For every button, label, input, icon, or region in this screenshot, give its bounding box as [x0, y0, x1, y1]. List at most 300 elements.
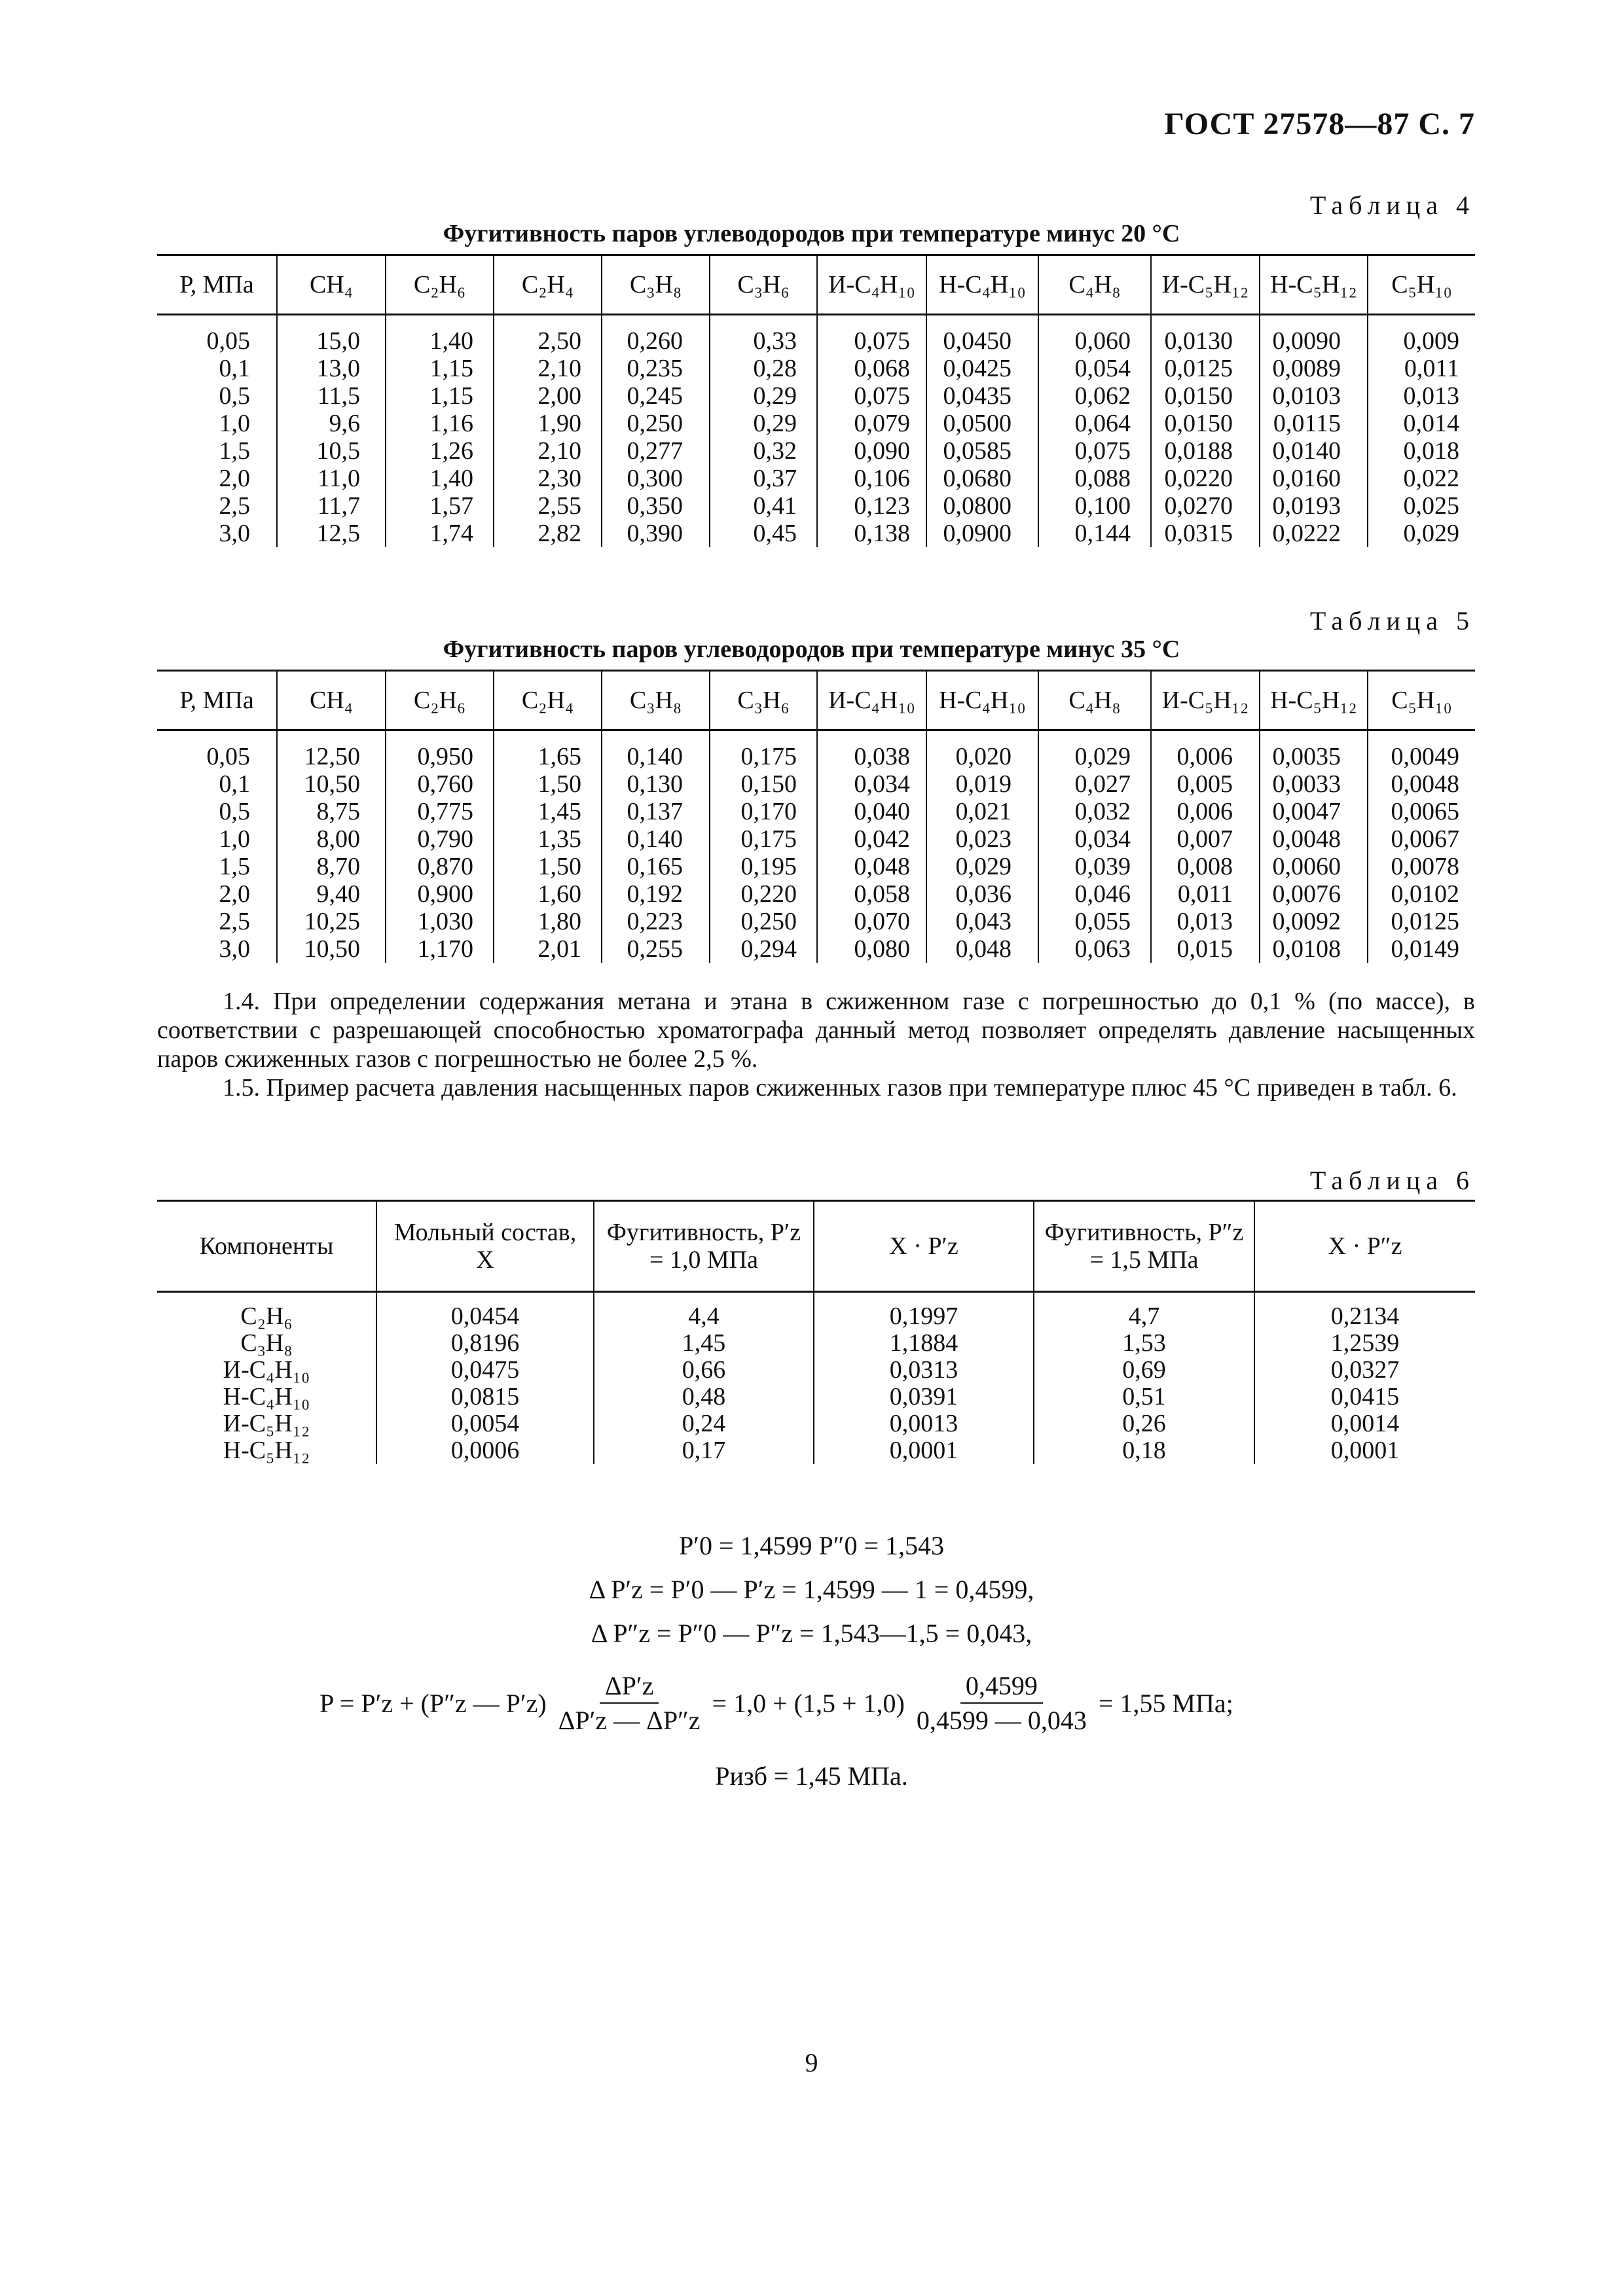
table-cell: 0,235 — [602, 355, 710, 382]
fraction-delta-denominator: ΔP′z — ΔP″z — [558, 1706, 701, 1735]
table-cell: 0,020 — [926, 730, 1038, 771]
table-cell: 0,075 — [1038, 437, 1151, 465]
table-cell: 1,74 — [386, 520, 494, 547]
table-cell: 0,032 — [1038, 798, 1151, 825]
table6-header-cell: X · P′z — [814, 1201, 1034, 1292]
table-cell: 1,0 — [219, 410, 250, 437]
table-cell: 10,25 — [277, 908, 386, 935]
table-cell: 11,0 — [277, 465, 386, 492]
table-cell: 0,0054 — [376, 1410, 594, 1437]
fraction-values-numerator: 0,4599 — [960, 1670, 1043, 1704]
table-cell: 0,0014 — [1254, 1410, 1475, 1437]
table4-header-cell: Р, МПа — [157, 255, 277, 315]
table-cell: 8,00 — [277, 825, 386, 853]
table-cell: 13,0 — [277, 355, 386, 382]
table4-title: Фугитивность паров углеводородов при температуре минус 20 °С — [443, 220, 1180, 247]
table-cell: 0,0001 — [814, 1437, 1034, 1464]
table-cell: 0,69 — [1034, 1357, 1254, 1384]
table-row — [157, 825, 1475, 853]
table-cell: 2,5 — [219, 492, 250, 520]
table-cell: 0,26 — [1034, 1410, 1254, 1437]
table-cell: 12,5 — [277, 520, 386, 547]
table-cell: 0,0327 — [1254, 1357, 1475, 1384]
table-cell: 0,106 — [817, 465, 926, 492]
table-cell: 0,45 — [710, 520, 817, 547]
table6-header-row — [157, 1201, 1475, 1292]
table-cell: 0,48 — [594, 1384, 814, 1410]
table-row — [157, 935, 1475, 963]
table-cell: 0,0090 — [1260, 315, 1368, 355]
table5-header-cell: И-C₅H₁₂ — [1151, 671, 1260, 730]
table-cell: 2,0 — [219, 880, 250, 908]
table5 — [157, 670, 1475, 963]
table-cell: 0,0103 — [1260, 382, 1368, 410]
table4-header-cell: Н-C₄H₁₀ — [926, 255, 1038, 315]
table-cell: 2,5 — [219, 908, 250, 935]
table-cell: 3,0 — [219, 935, 250, 963]
table-cell: 0,0454 — [376, 1292, 594, 1331]
table-cell: 8,75 — [277, 798, 386, 825]
table-cell: 0,0313 — [814, 1357, 1034, 1384]
table-cell: 0,123 — [817, 492, 926, 520]
table-cell: 0,223 — [602, 908, 710, 935]
table-cell: 1,1884 — [814, 1330, 1034, 1357]
table-cell: 0,062 — [1038, 382, 1151, 410]
table-cell: 0,760 — [386, 770, 494, 798]
table-cell: 9,6 — [277, 410, 386, 437]
table-cell: 0,33 — [710, 315, 817, 355]
table-row — [157, 410, 1475, 437]
table-cell: 0,029 — [926, 853, 1038, 880]
table-cell: 0,140 — [602, 825, 710, 853]
table6 — [157, 1200, 1475, 1464]
table-cell: 11,5 — [277, 382, 386, 410]
table-cell: 2,82 — [494, 520, 602, 547]
table-cell: 2,0 — [219, 465, 250, 492]
table-row — [157, 382, 1475, 410]
table-cell: 0,013 — [1151, 908, 1260, 935]
table-cell: 0,0188 — [1151, 437, 1260, 465]
formula-middle: = 1,0 + (1,5 + 1,0) — [712, 1688, 905, 1718]
table-cell: 4,4 — [594, 1292, 814, 1331]
table-cell: 10,50 — [277, 935, 386, 963]
table-cell: 0,064 — [1038, 410, 1151, 437]
table-cell: 0,0001 — [1254, 1437, 1475, 1464]
table4-header-cell: C₄H₈ — [1038, 255, 1151, 315]
table-cell: 1,50 — [494, 853, 602, 880]
table5-header-cell: C₃H₆ — [710, 671, 817, 730]
table6-header-cell: Мольный состав, X — [376, 1201, 594, 1292]
table-cell: 0,775 — [386, 798, 494, 825]
table-cell: 1,60 — [494, 880, 602, 908]
table-cell: 0,0475 — [376, 1357, 594, 1384]
table5-label: Таблица 5 — [1309, 606, 1475, 636]
table-cell: C₂H₆ — [240, 1302, 293, 1330]
table-row — [157, 1437, 1475, 1464]
table-cell: 0,41 — [710, 492, 817, 520]
table-cell: 0,023 — [926, 825, 1038, 853]
table-cell: 0,075 — [817, 315, 926, 355]
table-cell: 0,0220 — [1151, 465, 1260, 492]
formula-initial-pressures: P′0 = 1,4599 P″0 = 1,543 — [678, 1531, 945, 1560]
table-cell: 0,0060 — [1260, 853, 1368, 880]
table-cell: 0,0006 — [376, 1437, 594, 1464]
fraction-values — [911, 1670, 1092, 1736]
table-cell: 0,027 — [1038, 770, 1151, 798]
table-cell: 0,013 — [1368, 382, 1475, 410]
table-cell: 0,175 — [710, 730, 817, 771]
table-cell: 0,0035 — [1260, 730, 1368, 771]
formula-pressure-interpolation — [319, 1670, 1233, 1736]
table-cell: 0,034 — [817, 770, 926, 798]
table-cell: 0,05 — [206, 743, 250, 770]
table-cell: 0,008 — [1151, 853, 1260, 880]
table-cell: 0,1997 — [814, 1292, 1034, 1331]
table-cell: 0,175 — [710, 825, 817, 853]
table-cell: 1,45 — [494, 798, 602, 825]
table4-header-cell: И-C₄H₁₀ — [817, 255, 926, 315]
table-cell: 0,070 — [817, 908, 926, 935]
table-cell: 0,029 — [1368, 520, 1475, 547]
table-cell: 0,294 — [710, 935, 817, 963]
table-cell: 0,0125 — [1368, 908, 1475, 935]
table-cell: 0,29 — [710, 410, 817, 437]
table-cell: И-C₅H₁₂ — [223, 1410, 310, 1437]
table5-header-cell: C₂H₆ — [386, 671, 494, 730]
page-number: 9 — [805, 2048, 818, 2077]
table-cell: 0,006 — [1151, 730, 1260, 771]
table4-header-cell: C₂H₄ — [494, 255, 602, 315]
table-cell: 0,046 — [1038, 880, 1151, 908]
table5-header-cell: Р, МПа — [157, 671, 277, 730]
table-cell: 0,32 — [710, 437, 817, 465]
table6-header-cell: Фугитивность, P′z = 1,0 МПа — [594, 1201, 814, 1292]
table-cell: 0,8196 — [376, 1330, 594, 1357]
table-cell: 0,0048 — [1368, 770, 1475, 798]
table-cell: 1,40 — [386, 465, 494, 492]
table-cell: 1,50 — [494, 770, 602, 798]
table5-header-cell: CH₄ — [277, 671, 386, 730]
table4-label: Таблица 4 — [1309, 190, 1475, 220]
table-cell: 0,950 — [386, 730, 494, 771]
table-cell: 0,055 — [1038, 908, 1151, 935]
table-cell: 0,006 — [1151, 798, 1260, 825]
table-cell: 0,170 — [710, 798, 817, 825]
table-cell: 0,255 — [602, 935, 710, 963]
table5-header-cell: C₃H₈ — [602, 671, 710, 730]
table-row — [157, 1357, 1475, 1384]
table-row — [157, 1292, 1475, 1331]
table-cell: 0,0425 — [926, 355, 1038, 382]
table-cell: 0,060 — [1038, 315, 1151, 355]
table-cell: 0,043 — [926, 908, 1038, 935]
table-cell: 0,1 — [219, 770, 250, 798]
table-cell: И-C₄H₁₀ — [223, 1356, 310, 1384]
table-cell: 0,138 — [817, 520, 926, 547]
table-cell: 0,220 — [710, 880, 817, 908]
table5-header-cell: Н-C₅H₁₂ — [1260, 671, 1368, 730]
table-cell: 0,088 — [1038, 465, 1151, 492]
table-cell: 1,2539 — [1254, 1330, 1475, 1357]
table-cell: 0,245 — [602, 382, 710, 410]
table-cell: 0,0115 — [1260, 410, 1368, 437]
table-cell: 0,900 — [386, 880, 494, 908]
table-cell: 0,0585 — [926, 437, 1038, 465]
table-cell: Н-C₅H₁₂ — [223, 1437, 310, 1464]
table-row — [157, 1330, 1475, 1357]
table-row — [157, 520, 1475, 547]
table-cell: 2,01 — [494, 935, 602, 963]
table-cell: 1,80 — [494, 908, 602, 935]
table-row — [157, 908, 1475, 935]
table-cell: 1,030 — [386, 908, 494, 935]
table-cell: 9,40 — [277, 880, 386, 908]
table4-header-cell: C₅H₁₀ — [1368, 255, 1475, 315]
table-row — [157, 880, 1475, 908]
table-cell: 0,0047 — [1260, 798, 1368, 825]
table-cell: 0,063 — [1038, 935, 1151, 963]
table-cell: 0,0900 — [926, 520, 1038, 547]
table-cell: 0,0500 — [926, 410, 1038, 437]
table-cell: 1,170 — [386, 935, 494, 963]
formula-delta-p-double-prime: Δ P″z = P″0 — P″z = 1,543—1,5 = 0,043, — [591, 1619, 1032, 1648]
paragraph-1-4: 1.4. При определении содержания метана и этана в сжиженном газе с погрешностью до 0,1 % (по массе), в соответствии с разрешающей способностью хроматографа данный метод позволяет определять давление насыщенных паров сжиженных газов с погрешностью не более 2,5 %. — [157, 988, 1475, 1073]
formula-delta-p-prime: Δ P′z = P′0 — P′z = 1,4599 — 1 = 0,4599, — [589, 1575, 1034, 1604]
table-cell: 0,0092 — [1260, 908, 1368, 935]
table-cell: 0,0435 — [926, 382, 1038, 410]
table-cell: 0,130 — [602, 770, 710, 798]
table-cell: 0,250 — [602, 410, 710, 437]
table-cell: 0,075 — [817, 382, 926, 410]
document-header: ГОСТ 27578—87 С. 7 — [1164, 107, 1475, 141]
table-cell: 0,0160 — [1260, 465, 1368, 492]
table-cell: 0,0076 — [1260, 880, 1368, 908]
table-cell: 0,0102 — [1368, 880, 1475, 908]
table-cell: 8,70 — [277, 853, 386, 880]
table-row — [157, 492, 1475, 520]
table-cell: 0,0065 — [1368, 798, 1475, 825]
paragraph-1-5: 1.5. Пример расчета давления насыщенных паров сжиженных газов при температуре плюс 45 °С приведен в табл. 6. — [223, 1074, 1457, 1102]
table-cell: 0,0815 — [376, 1384, 594, 1410]
table-cell: 0,011 — [1151, 880, 1260, 908]
table-cell: 1,5 — [219, 437, 250, 465]
table-cell: 0,0680 — [926, 465, 1038, 492]
table-row — [157, 730, 1475, 771]
table-cell: 0,0089 — [1260, 355, 1368, 382]
table-cell: 0,0222 — [1260, 520, 1368, 547]
table-cell: 1,26 — [386, 437, 494, 465]
table-cell: 2,55 — [494, 492, 602, 520]
table5-title: Фугитивность паров углеводородов при температуре минус 35 °С — [443, 636, 1180, 663]
table-cell: 0,870 — [386, 853, 494, 880]
table4-header-row — [157, 255, 1475, 315]
table-row — [157, 315, 1475, 355]
table-cell: 0,144 — [1038, 520, 1151, 547]
table-cell: 0,18 — [1034, 1437, 1254, 1464]
table-cell: 0,0078 — [1368, 853, 1475, 880]
table-row — [157, 770, 1475, 798]
table5-header-cell: C₄H₈ — [1038, 671, 1151, 730]
table-cell: 0,029 — [1038, 730, 1151, 771]
table-cell: 0,034 — [1038, 825, 1151, 853]
table-cell: 0,007 — [1151, 825, 1260, 853]
table-cell: 0,0150 — [1151, 410, 1260, 437]
table-cell: 10,50 — [277, 770, 386, 798]
table-cell: 0,250 — [710, 908, 817, 935]
fraction-values-denominator: 0,4599 — 0,043 — [916, 1706, 1087, 1735]
table-cell: 0,0140 — [1260, 437, 1368, 465]
table-cell: 0,390 — [602, 520, 710, 547]
table5-header-cell: C₂H₄ — [494, 671, 602, 730]
table-cell: 0,260 — [602, 315, 710, 355]
table-cell: 0,0049 — [1368, 730, 1475, 771]
table-cell: 1,45 — [594, 1330, 814, 1357]
table-cell: 0,0450 — [926, 315, 1038, 355]
table-cell: 0,51 — [1034, 1384, 1254, 1410]
table-cell: 0,350 — [602, 492, 710, 520]
table-cell: 0,0150 — [1151, 382, 1260, 410]
table-cell: 0,29 — [710, 382, 817, 410]
table-cell: 0,37 — [710, 465, 817, 492]
table-cell: 0,080 — [817, 935, 926, 963]
table-cell: 0,038 — [817, 730, 926, 771]
table-cell: 0,137 — [602, 798, 710, 825]
table-cell: 0,058 — [817, 880, 926, 908]
formula-result: = 1,55 МПа; — [1098, 1688, 1233, 1718]
table-cell: 1,90 — [494, 410, 602, 437]
table-cell: 0,079 — [817, 410, 926, 437]
table-row — [157, 355, 1475, 382]
table6-label: Таблица 6 — [1309, 1166, 1475, 1195]
table-cell: 0,192 — [602, 880, 710, 908]
table-cell: 2,50 — [494, 315, 602, 355]
table-cell: 0,5 — [219, 382, 250, 410]
table-cell: 1,15 — [386, 355, 494, 382]
table-cell: 0,0130 — [1151, 315, 1260, 355]
table-cell: 0,05 — [206, 327, 250, 355]
table4-header-cell: C₂H₆ — [386, 255, 494, 315]
table-cell: 1,35 — [494, 825, 602, 853]
table-row — [157, 1384, 1475, 1410]
table-cell: 2,10 — [494, 355, 602, 382]
table-cell: 1,15 — [386, 382, 494, 410]
table-cell: 0,048 — [926, 935, 1038, 963]
table-cell: 0,0193 — [1260, 492, 1368, 520]
table-cell: 0,0033 — [1260, 770, 1368, 798]
fraction-delta — [553, 1670, 706, 1736]
table-cell: 3,0 — [219, 520, 250, 547]
table-cell: 2,10 — [494, 437, 602, 465]
table-cell: 0,0270 — [1151, 492, 1260, 520]
table-cell: 0,5 — [219, 798, 250, 825]
table6-header-cell: Компоненты — [157, 1201, 376, 1292]
table-cell: 0,018 — [1368, 437, 1475, 465]
table-row — [157, 853, 1475, 880]
table-cell: 1,5 — [219, 853, 250, 880]
table4-header-cell: C₃H₈ — [602, 255, 710, 315]
table-cell: 0,0013 — [814, 1410, 1034, 1437]
table-cell: 2,30 — [494, 465, 602, 492]
table-cell: 0,66 — [594, 1357, 814, 1384]
table-cell: 0,0067 — [1368, 825, 1475, 853]
table-cell: 0,1 — [219, 355, 250, 382]
table-cell: 1,40 — [386, 315, 494, 355]
table-cell: C₃H₈ — [240, 1329, 293, 1357]
table-cell: 0,090 — [817, 437, 926, 465]
table4 — [157, 254, 1475, 547]
table-cell: 0,014 — [1368, 410, 1475, 437]
table-cell: 12,50 — [277, 730, 386, 771]
table-cell: 0,005 — [1151, 770, 1260, 798]
formula-gauge-pressure: Pизб = 1,45 МПа. — [715, 1761, 908, 1791]
table-cell: 0,019 — [926, 770, 1038, 798]
table-row — [157, 437, 1475, 465]
table-cell: 0,068 — [817, 355, 926, 382]
table6-header-cell: Фугитивность, P″z = 1,5 МПа — [1034, 1201, 1254, 1292]
table-cell: 0,17 — [594, 1437, 814, 1464]
table-cell: Н-C₄H₁₀ — [223, 1383, 310, 1410]
table-cell: 0,054 — [1038, 355, 1151, 382]
table-cell: 0,100 — [1038, 492, 1151, 520]
table-cell: 0,0415 — [1254, 1384, 1475, 1410]
table-cell: 0,790 — [386, 825, 494, 853]
table6-header-cell: X · P″z — [1254, 1201, 1475, 1292]
table-cell: 0,048 — [817, 853, 926, 880]
table-row — [157, 465, 1475, 492]
table-cell: 0,036 — [926, 880, 1038, 908]
table-cell: 1,0 — [219, 825, 250, 853]
table-cell: 0,24 — [594, 1410, 814, 1437]
table-cell: 0,150 — [710, 770, 817, 798]
table-cell: 0,0048 — [1260, 825, 1368, 853]
table-cell: 10,5 — [277, 437, 386, 465]
table-cell: 0,28 — [710, 355, 817, 382]
table-cell: 0,0149 — [1368, 935, 1475, 963]
table-cell: 4,7 — [1034, 1292, 1254, 1331]
table-cell: 0,025 — [1368, 492, 1475, 520]
table-cell: 11,7 — [277, 492, 386, 520]
fraction-delta-numerator: ΔP′z — [600, 1670, 659, 1704]
table-cell: 0,300 — [602, 465, 710, 492]
table-cell: 2,00 — [494, 382, 602, 410]
table-cell: 1,65 — [494, 730, 602, 771]
table-cell: 0,0108 — [1260, 935, 1368, 963]
table4-header-cell: C₃H₆ — [710, 255, 817, 315]
table-cell: 0,2134 — [1254, 1292, 1475, 1331]
table4-header-cell: CH₄ — [277, 255, 386, 315]
table4-header-cell: И-C₅H₁₂ — [1151, 255, 1260, 315]
table-cell: 0,040 — [817, 798, 926, 825]
table-cell: 0,195 — [710, 853, 817, 880]
table-cell: 0,0315 — [1151, 520, 1260, 547]
formula-left: P = P′z + (P″z — P′z) — [319, 1688, 547, 1718]
table-cell: 0,0391 — [814, 1384, 1034, 1410]
table-cell: 0,165 — [602, 853, 710, 880]
table-cell: 15,0 — [277, 315, 386, 355]
table5-header-cell: C₅H₁₀ — [1368, 671, 1475, 730]
table-cell: 0,042 — [817, 825, 926, 853]
table-row — [157, 798, 1475, 825]
table5-header-cell: И-C₄H₁₀ — [817, 671, 926, 730]
table5-header-cell: Н-C₄H₁₀ — [926, 671, 1038, 730]
table-cell: 0,015 — [1151, 935, 1260, 963]
table-row — [157, 1410, 1475, 1437]
table-cell: 0,009 — [1368, 315, 1475, 355]
table-cell: 0,0125 — [1151, 355, 1260, 382]
table-cell: 0,011 — [1368, 355, 1475, 382]
table-cell: 1,53 — [1034, 1330, 1254, 1357]
table-cell: 1,16 — [386, 410, 494, 437]
